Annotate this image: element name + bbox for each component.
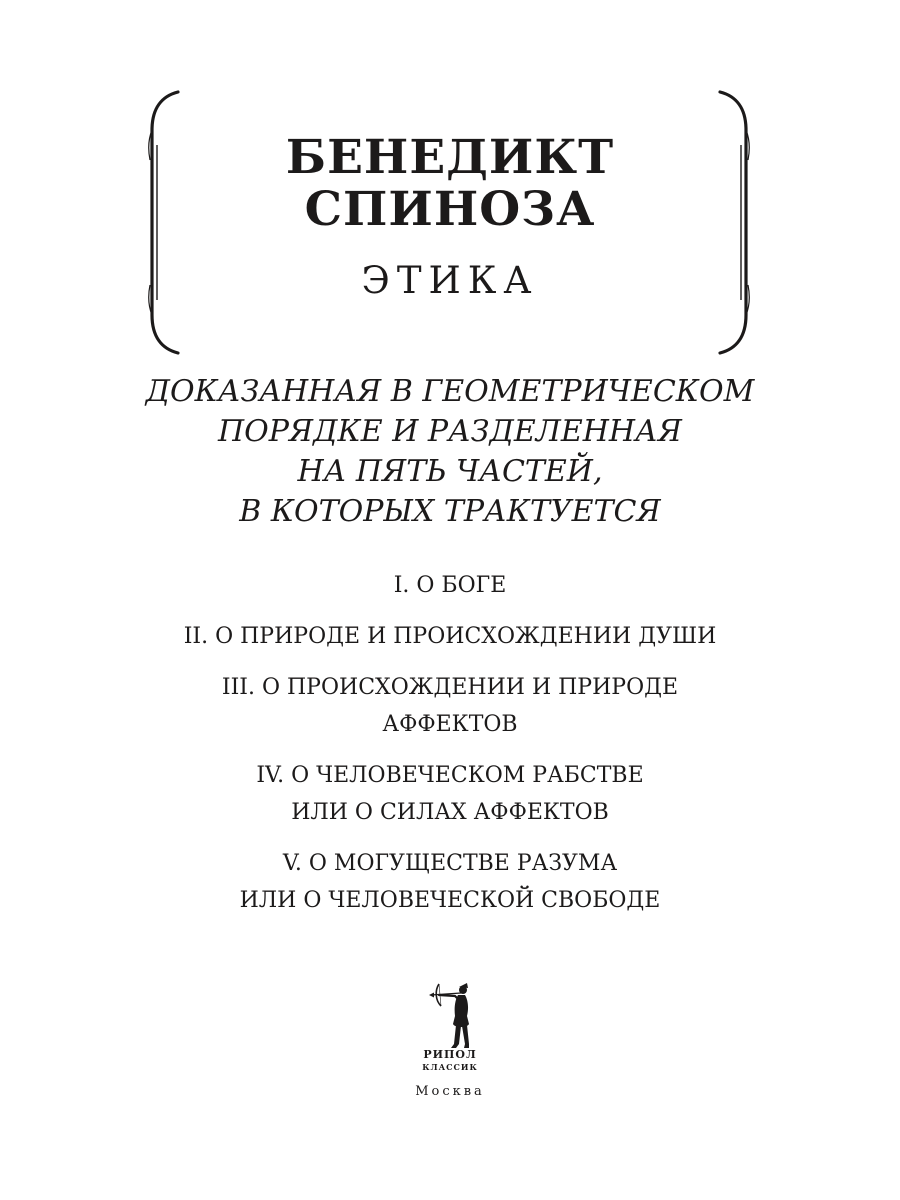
publisher-name: РИПОЛ: [423, 1048, 477, 1061]
contents-line: IV. О ЧЕЛОВЕЧЕСКОМ РАБСТВЕ: [256, 763, 644, 788]
subtitle-line: ДОКАЗАННАЯ В ГЕОМЕТРИЧЕСКОМ: [145, 374, 755, 409]
publication-city: Москва: [415, 1084, 485, 1099]
author-first-name: БЕНЕДИКТ: [285, 130, 615, 185]
publisher-subname: КЛАССИК: [422, 1062, 478, 1072]
subtitle-line: В КОТОРЫХ ТРАКТУЕТСЯ: [239, 494, 661, 529]
contents-line: ИЛИ О СИЛАХ АФФЕКТОВ: [291, 800, 609, 825]
contents-part-1: [0, 567, 900, 604]
contents-line: I. О БОГЕ: [393, 573, 507, 598]
contents-list: [0, 567, 900, 933]
book-title: ЭТИКА: [361, 259, 539, 302]
contents-part-2: [0, 618, 900, 655]
contents-line: II. О ПРИРОДЕ И ПРОИСХОЖДЕНИИ ДУШИ: [183, 624, 717, 649]
contents-line: III. О ПРОИСХОЖДЕНИИ И ПРИРОДЕ: [221, 675, 679, 700]
archer-icon: [425, 978, 481, 1058]
contents-part-5: [0, 845, 900, 919]
contents-part-4: [0, 757, 900, 831]
contents-line: V. О МОГУЩЕСТВЕ РАЗУМА: [282, 851, 618, 876]
subtitle-line: ПОРЯДКЕ И РАЗДЕЛЕННАЯ: [217, 414, 682, 449]
contents-part-3: [0, 669, 900, 743]
contents-line: ИЛИ О ЧЕЛОВЕЧЕСКОЙ СВОБОДЕ: [239, 888, 661, 913]
subtitle: [0, 372, 900, 532]
author-last-name: СПИНОЗА: [304, 182, 596, 237]
subtitle-line: НА ПЯТЬ ЧАСТЕЙ,: [297, 454, 603, 489]
contents-line: АФФЕКТОВ: [382, 712, 518, 737]
